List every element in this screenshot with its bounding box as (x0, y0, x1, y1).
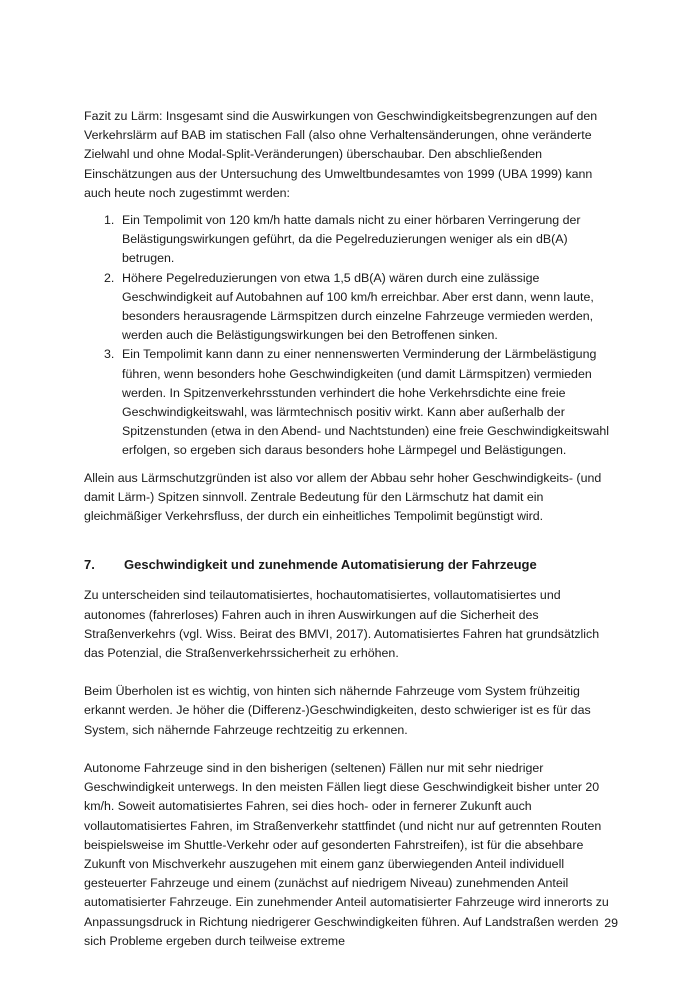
list-item (84, 269, 618, 346)
body-paragraph: Zu unterscheiden sind teilautomatisiertes, hochautomatisiertes, vollautomatisiertes und autonomes (fahrerloses) Fahren auch in ihren Auswirkungen auf die Sicherheit des Straßenverkehrs (vgl. Wiss. Beirat des BMVI, 2017). Automatisiertes Fahren hat grundsätzlich das Potenzial, die Straßenverkehrssicherheit zu erhöhen. (84, 588, 600, 661)
body-paragraph: Autonome Fahrzeuge sind in den bisherigen (seltenen) Fällen nur mit sehr niedriger Geschwindigkeit unterwegs. In den meisten Fällen liegt diese Geschwindigkeit bisher unter 20 km/h. Soweit automatisiertes Fahren, sei dies hoch- oder in fernerer Zukunft auch vollautomatisiertes Fahren, im Straßenverkehr stattfindet (und nicht nur auf getrennten Routen beispielsweise im Shuttle-Verkehr oder auf gesonderten Fahrstreifen), ist für die absehbare Zukunft von Mischverkehr auszugehen mit einem ganz überwiegenden Anteil individuell gesteuerter Fahrzeuge und einem (zunächst auf niedrigem Niveau) zunehmenden Anteil automatisierter Fahrzeuge. Ein zunehmender Anteil automatisierter Fahrzeuge wird innerorts zu Anpassungsdruck in Richtung niedrigerer Geschwindigkeiten führen. Auf Landstraßen werden sich Probleme ergeben durch teilweise extreme (84, 760, 609, 948)
body-paragraph: Beim Überholen ist es wichtig, von hinten sich nähernde Fahrzeuge vom System frühzeitig erkannt werden. Je höher die (Differenz-)Geschwindigkeiten, desto schwieriger ist es für das System, sich nähernde Fahrzeuge rechtzeitig zu erkennen. (84, 684, 591, 737)
list-item (84, 345, 618, 460)
section-number: 7. (84, 557, 95, 573)
list-item-text: Ein Tempolimit kann dann zu einer nennenswerten Verminderung der Lärmbelästigung führen, wenn besonders hohe Geschwindigkeiten (und damit Lärmspitzen) vermieden werden. In Spitzenverkehrsstunden verhindert die hohe Verkehrsdichte eine freie Geschwindigkeitswahl, was lärmtechnisch positiv wirkt. Kann aber außerhalb der Spitzenstunden (etwa in den Abend- und Nachtstunden) eine freie Geschwindigkeitswahl erfolgen, so ergeben sich daraus besonders hohe Lärmpegel und Belästigungen. (122, 347, 609, 458)
document-body (84, 107, 618, 951)
section-heading (84, 555, 618, 574)
numbered-list (84, 211, 618, 461)
intro-paragraph: Fazit zu Lärm: Insgesamt sind die Auswirkungen von Geschwindigkeitsbegrenzungen auf den Verkehrslärm auf BAB im statischen Fall (also ohne Verhaltensänderungen, ohne veränderte Zielwahl und ohne Modal-Split-Veränderungen) überschaubar. Den abschließenden Einschätzungen aus der Untersuchung des Umweltbundesamtes von 1999 (UBA 1999) kann auch heute noch zugestimmt werden: (84, 109, 598, 200)
list-item-number: 3. (104, 347, 115, 362)
list-item-number: 2. (104, 270, 115, 285)
section-title: Geschwindigkeit und zunehmende Automatisierung der Fahrzeuge (124, 557, 537, 573)
list-item-text: Höhere Pegelreduzierungen von etwa 1,5 dB(A) wären durch eine zulässige Geschwindigkeit auf Autobahnen auf 100 km/h erreichbar. Aber erst dann, wenn laute, besonders herausragende Lärmspitzen durch einzelne Fahrzeuge vermieden werden, werden auch die Belästigungswirkungen bei den Betroffenen sinken. (122, 270, 594, 343)
page-number: 29 (604, 916, 618, 930)
list-item (84, 211, 618, 269)
conclusion-paragraph: Allein aus Lärmschutzgründen ist also vor allem der Abbau sehr hoher Geschwindigkeits- (und damit Lärm-) Spitzen sinnvoll. Zentrale Bedeutung für den Lärmschutz hat damit ein gleichmäßiger Verkehrsfluss, der durch ein einheitliches Tempolimit begünstigt wird. (84, 470, 602, 524)
list-item-text: Ein Tempolimit von 120 km/h hatte damals nicht zu einer hörbaren Verringerung der Belästigungswirkungen geführt, da die Pegelreduzierungen weniger als ein dB(A) betrugen. (122, 213, 581, 266)
list-item-number: 1. (104, 213, 115, 228)
